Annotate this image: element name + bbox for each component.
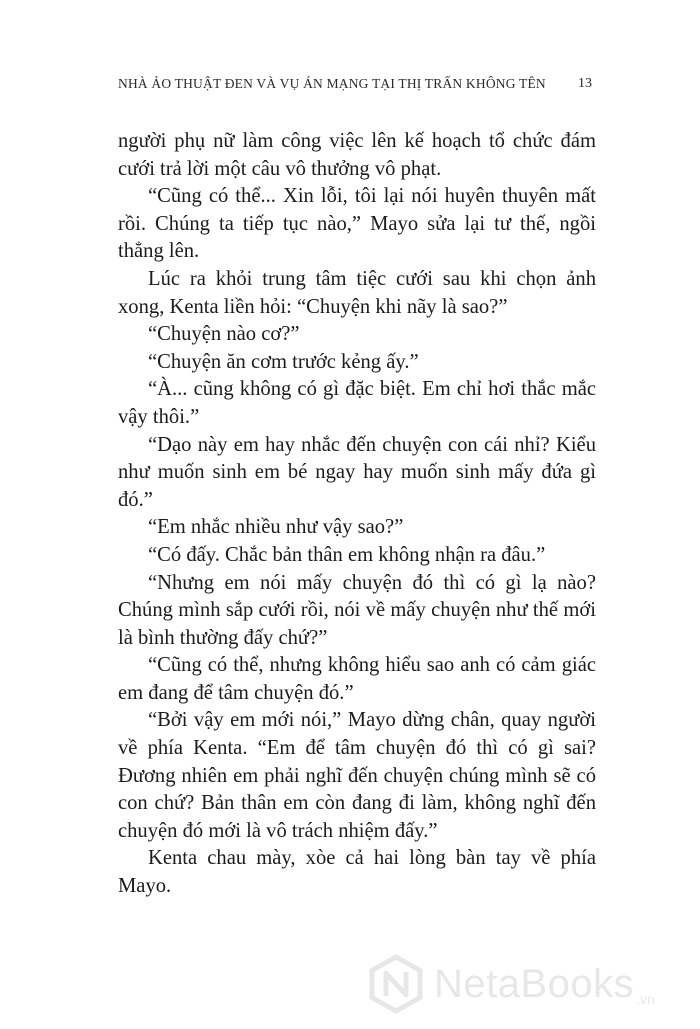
netabooks-logo-icon [366, 954, 426, 1014]
body-text [118, 128, 596, 901]
running-title: NHÀ ẢO THUẬT ĐEN VÀ VỤ ÁN MẠNG TẠI THỊ TRẤN KHÔNG TÊN [118, 76, 546, 91]
paragraph: “Em nhắc nhiều như vậy sao?” [148, 516, 404, 539]
watermark [366, 953, 686, 1015]
watermark-suffix: .vn [636, 991, 655, 1007]
page-number: 13 [578, 76, 592, 91]
paragraph: “À... cũng không có gì đặc biệt. Em chỉ hơi thắc mắc vậy thôi.” [118, 378, 596, 428]
paragraph: Kenta chau mày, xòe cả hai lòng bàn tay về phía Mayo. [118, 847, 596, 898]
paragraph: “Chuyện ăn cơm trước kẻng ấy.” [148, 350, 419, 373]
paragraph: “Cũng có thể... Xin lỗi, tôi lại nói huyên thuyên mất rồi. Chúng ta tiếp tục nào,” Mayo sửa lại tư thế, ngồi thẳng lên. [118, 185, 596, 263]
paragraph: người phụ nữ làm công việc lên kế hoạch tổ chức đám cưới trả lời một câu vô thưởng vô phạt. [118, 130, 596, 180]
paragraph: “Dạo này em hay nhắc đến chuyện con cái nhỉ? Kiểu như muốn sinh em bé ngay hay muốn sinh mấy đứa gì đó.” [118, 433, 596, 511]
paragraph: “Có đấy. Chắc bản thân em không nhận ra đâu.” [148, 543, 546, 566]
watermark-brand: NetaBooks [434, 962, 635, 1006]
paragraph: “Nhưng em nói mấy chuyện đó thì có gì lạ nào? Chúng mình sắp cưới rồi, nói về mấy chuyện như thế mới là bình thường đấy chứ?” [118, 571, 596, 649]
page-header [0, 76, 700, 100]
paragraph: “Chuyện nào cơ?” [148, 323, 300, 346]
paragraph: Lúc ra khỏi trung tâm tiệc cưới sau khi chọn ảnh xong, Kenta liền hỏi: “Chuyện khi nãy là sao?” [118, 267, 596, 318]
paragraph: “Bởi vậy em mới nói,” Mayo dừng chân, quay người về phía Kenta. “Em để tâm chuyện đó thì có gì sai? Đương nhiên em phải nghĩ đến chuyện chúng mình sẽ có con chứ? Bản thân em còn đang đi làm, không nghĩ đến chuyện đó mới là vô trách nhiệm đấy.” [118, 709, 596, 842]
paragraph: “Cũng có thể, nhưng không hiểu sao anh có cảm giác em đang để tâm chuyện đó.” [118, 654, 596, 704]
